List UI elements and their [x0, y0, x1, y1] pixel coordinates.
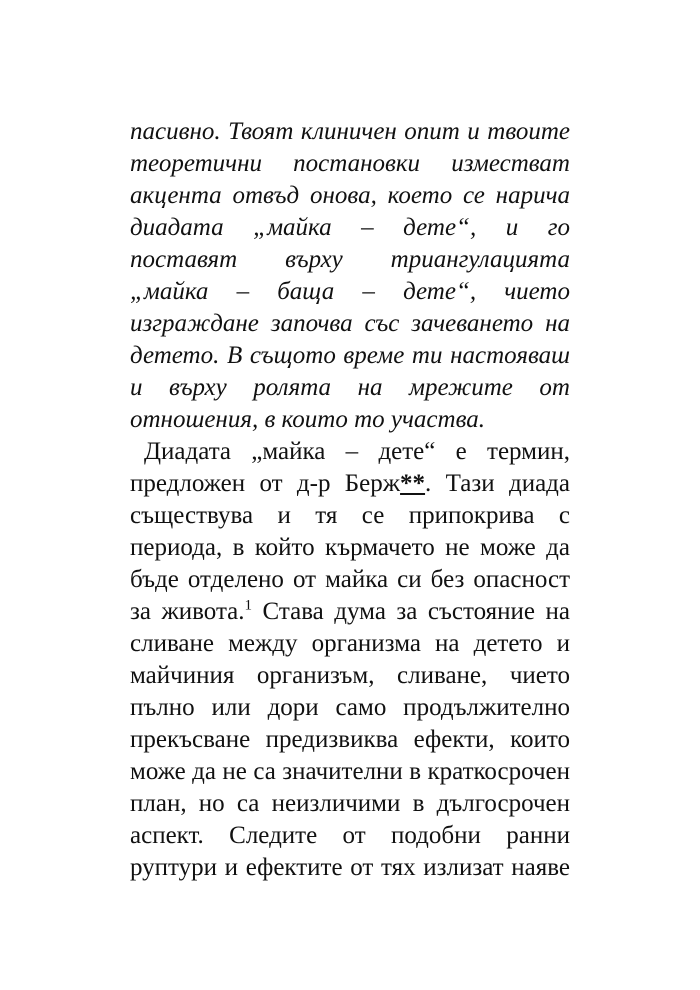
- body-line: руптури и ефектите от тях излизат наяве: [130, 854, 570, 881]
- body-line: пълно или дори само продължително: [130, 694, 570, 721]
- italic-line: отношения, в които то участва.: [130, 406, 486, 433]
- body-line: периода, в който кърмачето не може да: [130, 534, 570, 561]
- italic-line: и върху ролята на мрежите от: [130, 374, 570, 401]
- italic-line: акцента отвъд онова, което се нарича: [130, 182, 570, 209]
- body-line: може да не са значителни в краткосрочен: [130, 758, 570, 785]
- body-line: план, но са неизличими в дългосрочен: [130, 790, 570, 817]
- body-line: бъде отделено от майка си без опасност: [130, 566, 570, 593]
- italic-line: поставят върху триангулацията: [130, 246, 570, 273]
- body-paragraph: [130, 436, 570, 884]
- body-line: съществува и тя се припокрива с: [130, 502, 570, 529]
- italic-line: диадата „майка – дете“, и го: [130, 214, 570, 241]
- footnote-number: 1: [244, 597, 253, 614]
- body-line: майчиния организъм, сливане, чието: [130, 662, 570, 689]
- footnote-reference-link[interactable]: **: [400, 470, 426, 497]
- body-line: аспект. Следите от подобни ранни: [130, 822, 570, 849]
- italic-line: „майка – баща – дете“, чието: [130, 278, 570, 305]
- body-line: [130, 596, 570, 628]
- italic-line: детето. В същото време ти настояваш: [130, 342, 570, 369]
- body-text: Става дума за състояние на: [252, 598, 570, 625]
- italic-line: теоретични постановки изместват: [130, 150, 570, 177]
- body-line: [130, 468, 570, 500]
- body-text: предложен от д-р Берж: [130, 470, 401, 497]
- body-line: прекъсване предизвиква ефекти, които: [130, 726, 570, 753]
- body-line: Диадата „майка – дете“ е термин,: [144, 438, 570, 465]
- italic-line: пасивно. Твоят клиничен опит и твоите: [130, 118, 570, 145]
- body-line: сливане между организма на детето и: [130, 630, 570, 657]
- body-text: за живота.: [130, 598, 245, 625]
- italic-passage: [130, 116, 570, 436]
- body-text: . Тази диада: [425, 470, 570, 497]
- italic-line: изграждане започва със зачеването на: [130, 310, 570, 337]
